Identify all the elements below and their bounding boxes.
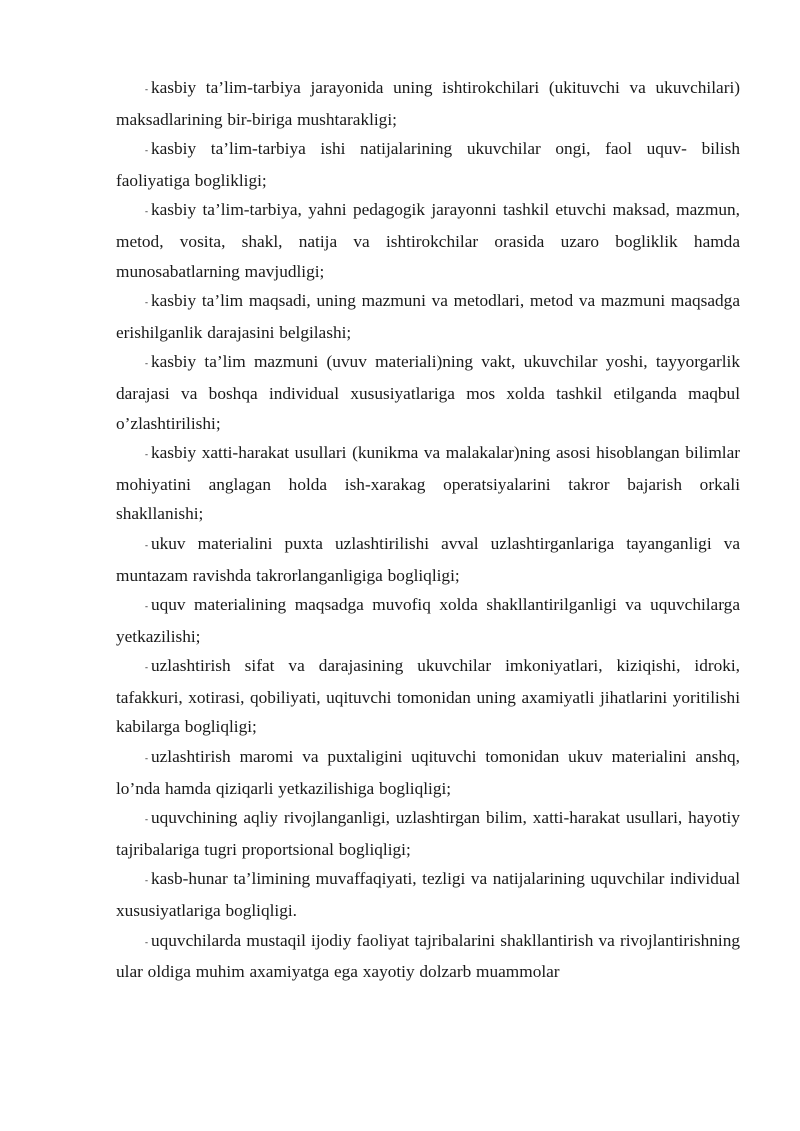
document-body — [116, 73, 740, 987]
list-paragraph-6 — [116, 438, 740, 529]
dash-marker: - — [145, 601, 148, 612]
paragraph-text: kasbiy ta’lim maqsadi, uning mazmuni va metodlari, metod va mazmuni maqsadga erishilganlik darajasini belgilashi; — [116, 291, 740, 342]
dash-marker: - — [145, 662, 148, 673]
list-paragraph-4 — [116, 286, 740, 347]
paragraph-text: uquvchining aqliy rivojlanganligi, uzlashtirgan bilim, xatti-harakat usullari, hayotiy tajribalariga tugri proportsional bogliqligi; — [116, 808, 740, 859]
list-paragraph-8 — [116, 590, 740, 651]
list-paragraph-9 — [116, 651, 740, 742]
dash-marker: - — [145, 358, 148, 369]
paragraph-text: kasbiy ta’lim-tarbiya jarayonida uning ishtirokchilari (ukituvchi va ukuvchilari) maksadlarining bir-biriga mushtarakligi; — [116, 78, 740, 129]
dash-marker: - — [145, 539, 148, 550]
paragraph-text: uzlashtirish maromi va puxtaligini uqituvchi tomonidan ukuv materialini anshq, lo’nda hamda qiziqarli yetkazilishiga bogliqligi; — [116, 747, 740, 798]
paragraph-text: uquv materialining maqsadga muvofiq xolda shakllantirilganligi va uquvchilarga yetkazilishi; — [116, 595, 740, 646]
list-paragraph-3 — [116, 195, 740, 286]
list-paragraph-1 — [116, 73, 740, 134]
list-paragraph-7 — [116, 529, 740, 590]
paragraph-text: uquvchilarda mustaqil ijodiy faoliyat tajribalarini shakllantirish va rivojlantirishning ular oldiga muhim axamiyatga ega xayotiy dolzarb muammolar — [116, 930, 740, 982]
list-paragraph-10 — [116, 742, 740, 803]
list-paragraph-12 — [116, 864, 740, 925]
list-paragraph-5 — [116, 347, 740, 438]
dash-marker: - — [145, 145, 148, 156]
paragraph-text: ukuv materialini puxta uzlashtirilishi avval uzlashtirganlariga tayanganligi va muntazam ravishda takrorlanganligiga bogliqligi; — [116, 533, 740, 585]
paragraph-text: kasbiy ta’lim-tarbiya, yahni pedagogik jarayonni tashkil etuvchi maksad, mazmun, metod, vosita, shakl, natija va ishtirokchilar orasida uzaro bogliklik hamda munosabatlarning mavjudligi; — [116, 200, 740, 281]
paragraph-text: kasbiy xatti-harakat usullari (kunikma va malakalar)ning asosi hisoblangan bilimlar mohiyatini anglagan holda ish-xarakag operatsiyalarini takror bajarish orkali shakllanishi; — [116, 443, 740, 524]
dash-marker: - — [145, 875, 148, 886]
paragraph-text: uzlashtirish sifat va darajasining ukuvchilar imkoniyatlari, kiziqishi, idroki, tafakkuri, xotirasi, qobiliyati, uqituvchi tomonidan uning axamiyatli jihatlarini yoritilishi kabilarga bogliqligi; — [116, 656, 740, 737]
dash-marker: - — [145, 936, 148, 947]
paragraph-text: kasbiy ta’lim mazmuni (uvuv materiali)ning vakt, ukuvchilar yoshi, tayyorgarlik darajasi va boshqa individual xususiyatlariga mos xolda tashkil etilganda maqbul o’zlashtirilishi; — [116, 352, 740, 433]
dash-marker: - — [145, 84, 148, 94]
list-paragraph-11 — [116, 803, 740, 864]
dash-marker: - — [145, 449, 148, 460]
list-paragraph-2 — [116, 134, 740, 195]
dash-marker: - — [145, 753, 148, 764]
list-paragraph-13 — [116, 926, 740, 987]
dash-marker: - — [145, 297, 148, 308]
paragraph-text: kasb-hunar ta’limining muvaffaqiyati, tezligi va natijalarining uquvchilar individual xususiyatlariga bogliqligi. — [116, 869, 740, 921]
dash-marker: - — [145, 206, 148, 217]
paragraph-text: kasbiy ta’lim-tarbiya ishi natijalarining ukuvchilar ongi, faol uquv- bilish faoliyatiga boglikligi; — [116, 139, 740, 190]
dash-marker: - — [145, 814, 148, 825]
